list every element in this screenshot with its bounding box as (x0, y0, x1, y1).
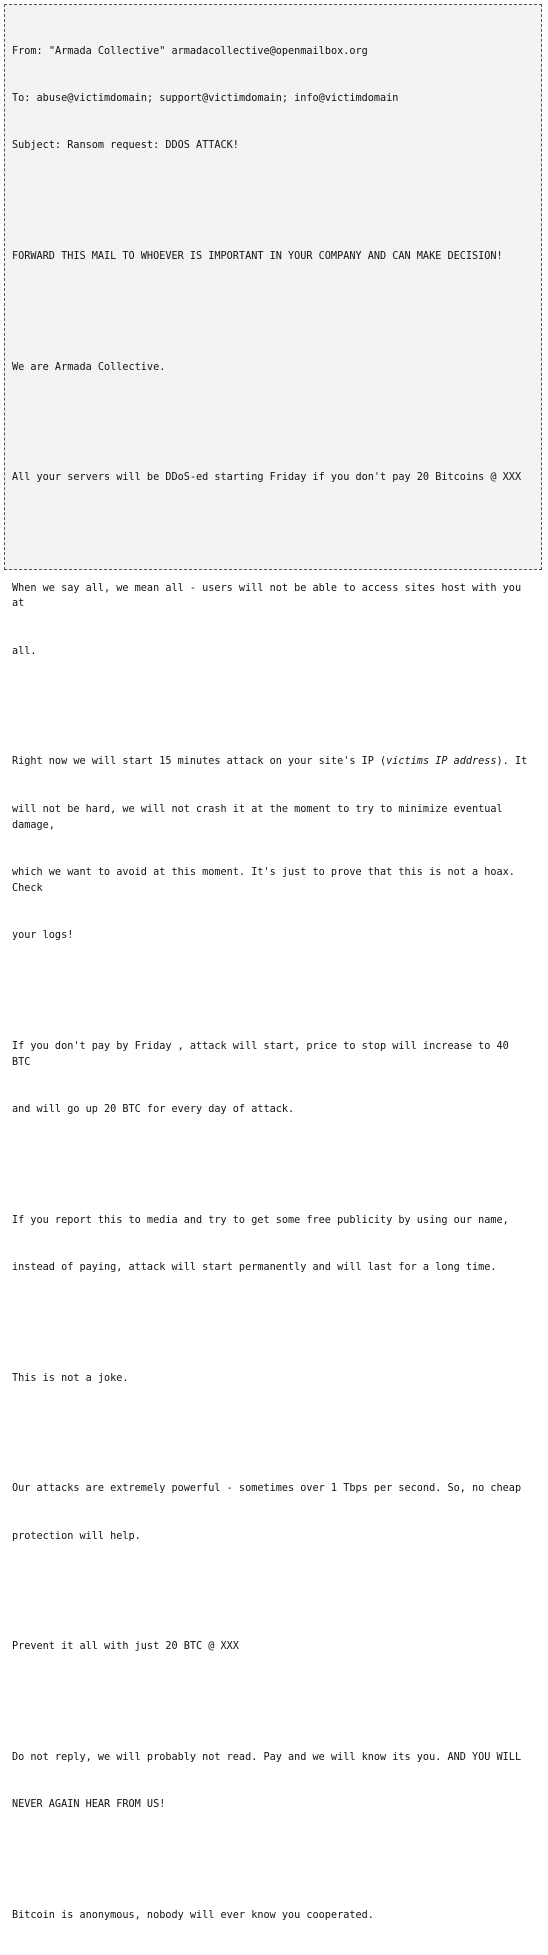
email-frame (4, 4, 542, 1921)
paragraph-line: protection will help. (12, 1530, 141, 1542)
intro-line: We are Armada Collective. (12, 361, 166, 373)
subject-line (12, 138, 533, 154)
spacer (12, 1844, 533, 1860)
paragraph-line: instead of paying, attack will start permanently and will last for a long time. (12, 1261, 497, 1273)
text-segment: ). It (496, 756, 528, 768)
paragraph-line: When we say all, we mean all - users will not be able to access sites host with you at (12, 582, 528, 610)
paragraph-line: NEVER AGAIN HEAR FROM US! (12, 1799, 166, 1811)
spacer (12, 1149, 533, 1165)
spacer (12, 976, 533, 992)
paragraph-line: your logs! (12, 930, 74, 942)
paragraph-line: If you report this to media and try to get some free publicity by using our name, (12, 1214, 509, 1226)
spacer (12, 1418, 533, 1434)
paragraph-line (12, 754, 533, 770)
text-segment: Right now we will start 15 minutes attack on your site's IP ( (12, 756, 387, 768)
spacer (12, 691, 533, 707)
paragraph-line: Do not reply, we will probably not read. Pay and we will know its you. AND YOU WILL (12, 1751, 522, 1763)
spacer (12, 518, 533, 534)
spacer (12, 1576, 533, 1592)
from-line (12, 44, 533, 60)
victim-ip-placeholder: victims IP address (386, 756, 497, 768)
paragraph-line: Our attacks are extremely powerful - sometimes over 1 Tbps per second. So, no cheap (12, 1483, 522, 1495)
paragraph-line: which we want to avoid at this moment. It's just to prove that this is not a hoax. Check (12, 867, 522, 894)
spacer (12, 1686, 533, 1702)
to-line (12, 91, 533, 107)
spacer (12, 1307, 533, 1323)
paragraph-line: all. (12, 645, 37, 657)
to-value: abuse@victimdomain; support@victimdomain; info@victimdomain (36, 92, 399, 104)
from-label: From: (12, 45, 49, 57)
paragraph-line: Bitcoin is anonymous, nobody will ever know you cooperated. (12, 1909, 374, 1921)
to-label: To: (12, 92, 37, 104)
spacer (12, 296, 533, 312)
forward-notice: FORWARD THIS MAIL TO WHOEVER IS IMPORTANT IN YOUR COMPANY AND CAN MAKE DECISION! (12, 250, 503, 262)
from-value: "Armada Collective" armadacollective@openmailbox.org (48, 45, 368, 57)
email-text (12, 12, 533, 1955)
subject-value: Ransom request: DDOS ATTACK! (67, 140, 239, 152)
paragraph-line: and will go up 20 BTC for every day of attack. (12, 1103, 295, 1115)
paragraph-line: This is not a joke. (12, 1372, 129, 1384)
spacer (12, 407, 533, 423)
spacer (12, 186, 533, 202)
threat-line: All your servers will be DDoS-ed starting Friday if you don't pay 20 Bitcoins @ XXX (12, 472, 522, 484)
subject-label: Subject: (12, 140, 68, 152)
paragraph-line: will not be hard, we will not crash it at the moment to try to minimize eventual damage, (12, 803, 509, 831)
paragraph-line: Prevent it all with just 20 BTC @ XXX (12, 1641, 239, 1653)
paragraph-line: If you don't pay by Friday , attack will start, price to stop will increase to 40 BTC (12, 1040, 515, 1068)
